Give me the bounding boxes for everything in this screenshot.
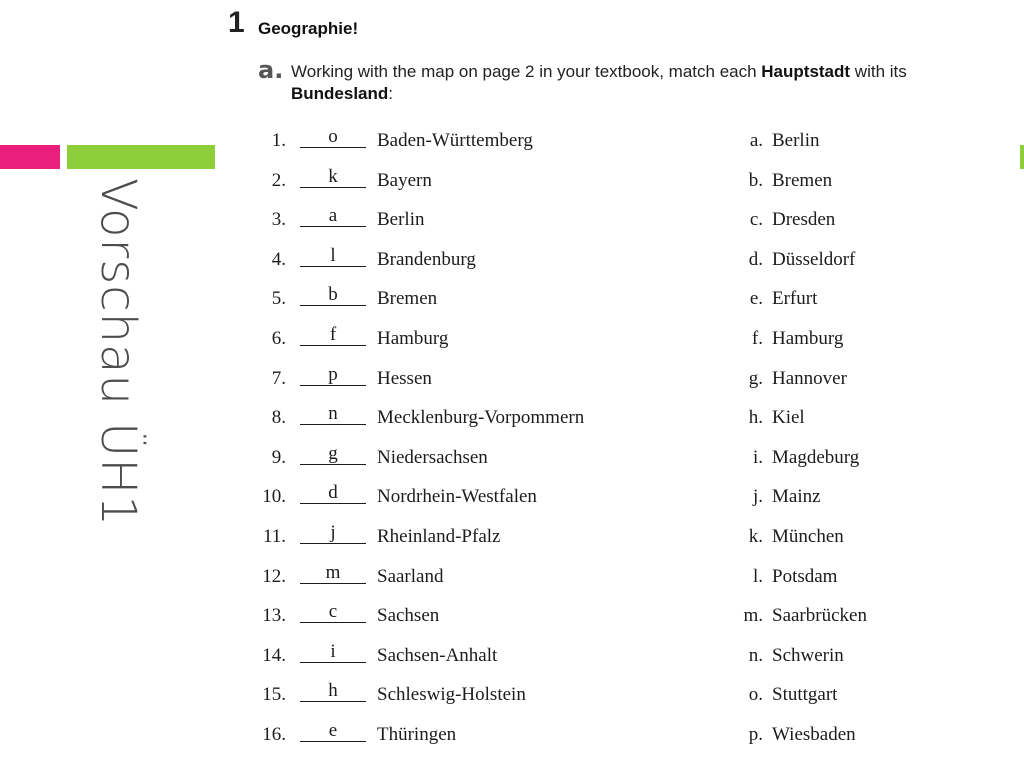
part-letter: a. <box>258 56 284 84</box>
capital-name: Düsseldorf <box>772 248 856 270</box>
green-accent-bar <box>67 145 215 169</box>
capital-name: Saarbrücken <box>772 605 867 627</box>
answer-blank[interactable]: n <box>300 404 366 425</box>
exercise-number: 1 <box>228 6 245 39</box>
capital-name: Hamburg <box>772 328 844 349</box>
capital-name: Dresden <box>772 209 836 231</box>
item-number: 4. <box>271 248 286 270</box>
capital-letter: e. <box>749 288 763 310</box>
answer-blank[interactable]: h <box>300 681 366 702</box>
item-number: 12. <box>262 565 286 587</box>
answer-blank[interactable]: o <box>300 127 366 148</box>
capital-name: Schwerin <box>772 644 844 666</box>
capital-letter: p. <box>748 724 763 745</box>
capital-name: Kiel <box>772 407 805 429</box>
green-edge-tick <box>1020 145 1024 169</box>
item-number: 14. <box>262 644 286 666</box>
bundesland-name: Brandenburg <box>377 248 476 270</box>
answer-blank[interactable]: f <box>300 325 366 346</box>
exercise-title: Geographie! <box>258 19 359 38</box>
item-number: 1. <box>271 130 286 151</box>
answer-blank[interactable]: p <box>300 365 366 386</box>
item-number: 15. <box>262 684 286 706</box>
item-number: 3. <box>271 209 286 231</box>
capital-letter: l. <box>752 565 763 587</box>
item-number: 9. <box>271 446 286 468</box>
bundesland-name: Bremen <box>377 288 438 310</box>
capital-name: Wiesbaden <box>772 724 856 745</box>
instruction-mid: with its <box>850 62 907 81</box>
answer-blank[interactable]: g <box>300 444 366 465</box>
bundesland-name: Sachsen-Anhalt <box>377 644 498 666</box>
item-number: 10. <box>262 486 286 508</box>
item-number: 7. <box>271 367 286 389</box>
item-number: 16. <box>262 724 286 745</box>
capital-letter: j. <box>752 486 763 508</box>
answer-blank[interactable]: d <box>300 483 366 504</box>
answer-blank[interactable]: e <box>300 721 366 742</box>
capital-letter: a. <box>749 130 763 151</box>
capital-letter: h. <box>748 407 763 429</box>
capital-name: Magdeburg <box>772 446 860 468</box>
item-number: 11. <box>262 526 286 547</box>
item-number: 8. <box>271 407 286 429</box>
item-number: 6. <box>271 328 286 349</box>
answer-blank[interactable]: a <box>300 206 366 227</box>
capital-letter: b. <box>748 169 763 191</box>
capital-letter: k. <box>748 526 763 547</box>
capital-letter: d. <box>748 248 763 270</box>
capital-letter: c. <box>749 209 763 231</box>
capital-name: Berlin <box>772 130 820 151</box>
item-number: 2. <box>271 169 286 191</box>
answer-blank[interactable]: m <box>300 563 366 584</box>
bundesland-name: Thüringen <box>377 724 457 745</box>
bundesland-name: Hessen <box>377 367 432 389</box>
instruction-post: : <box>388 84 394 103</box>
capital-letter: f. <box>751 328 763 349</box>
bundesland-name: Mecklenburg-Vorpommern <box>377 407 585 429</box>
bundesland-name: Berlin <box>377 209 425 231</box>
instruction-text <box>291 61 1011 105</box>
capital-letter: n. <box>748 644 763 666</box>
capital-letter: m. <box>743 605 763 627</box>
answer-blank[interactable]: i <box>300 642 366 663</box>
capital-name: Bremen <box>772 169 833 191</box>
capital-letter: g. <box>748 367 763 389</box>
slide-side-title: Vorschau ÜH1 <box>90 178 146 527</box>
instruction-pre: Working with the map on page 2 in your textbook, match each <box>291 62 762 81</box>
bundesland-name: Saarland <box>377 565 444 587</box>
answer-blank[interactable]: c <box>300 602 366 623</box>
bundesland-name: Hamburg <box>377 328 449 349</box>
instruction-bold-hauptstadt: Hauptstadt <box>761 62 851 81</box>
capital-letter: i. <box>752 446 763 468</box>
answer-blank[interactable]: l <box>300 246 366 267</box>
capital-name: Hannover <box>772 367 847 389</box>
answer-blank[interactable]: j <box>300 523 366 544</box>
bundesland-name: Baden-Württemberg <box>377 130 533 151</box>
item-number: 5. <box>271 288 286 310</box>
answer-blank[interactable]: b <box>300 285 366 306</box>
bundesland-name: Rheinland-Pfalz <box>377 526 501 547</box>
answer-blank[interactable]: k <box>300 167 366 188</box>
capital-name: Stuttgart <box>772 684 838 706</box>
bundesland-name: Bayern <box>377 169 432 191</box>
bundesland-name: Sachsen <box>377 605 440 627</box>
bundesland-name: Niedersachsen <box>377 446 488 468</box>
capital-name: Potsdam <box>772 565 838 587</box>
capital-name: Erfurt <box>772 288 818 310</box>
item-number: 13. <box>262 605 286 627</box>
pink-accent-bar <box>0 145 60 169</box>
bundesland-name: Schleswig-Holstein <box>377 684 526 706</box>
capital-name: Mainz <box>772 486 821 508</box>
capital-name: München <box>772 526 844 547</box>
capital-letter: o. <box>748 684 763 706</box>
bundesland-name: Nordrhein-Westfalen <box>377 486 537 508</box>
instruction-bold-bundesland: Bundesland <box>291 84 389 103</box>
